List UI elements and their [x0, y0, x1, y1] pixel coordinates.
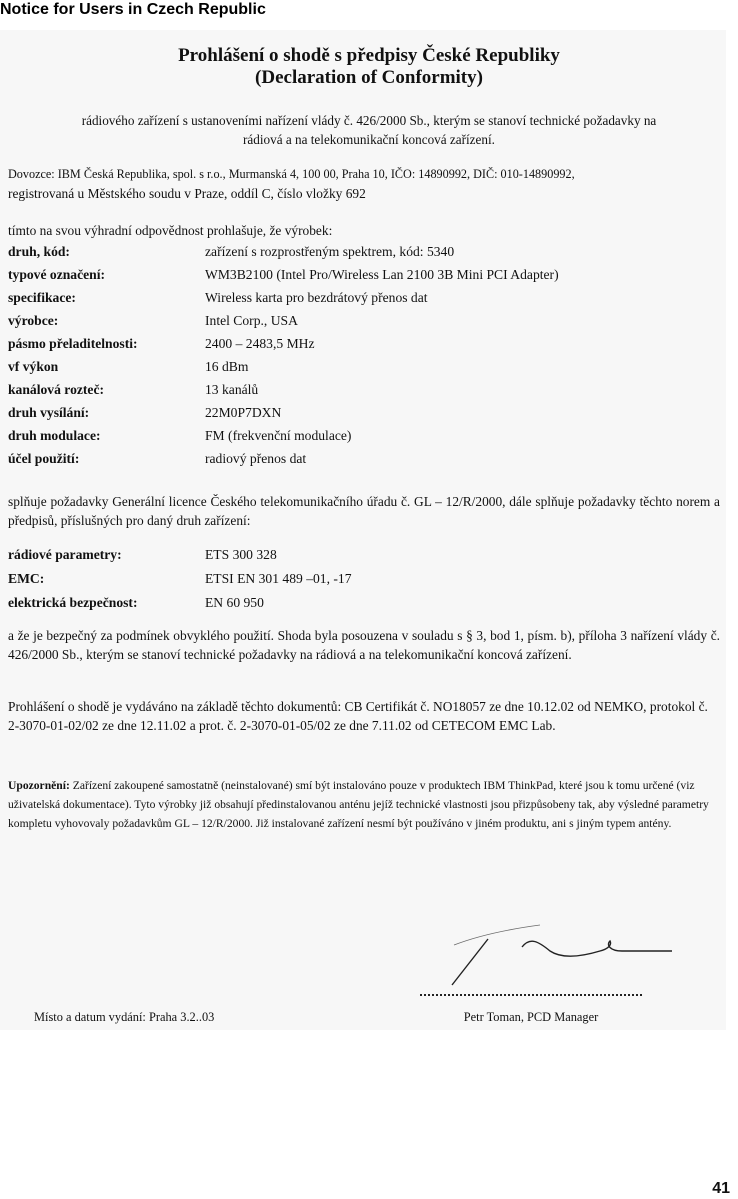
spec-row [8, 334, 720, 357]
spec-row [8, 265, 720, 288]
standard-label: EMC: [8, 571, 45, 586]
standard-row [8, 593, 720, 616]
signature-line [420, 994, 642, 996]
spec-value: zařízení s rozprostřeným spektrem, kód: 5340 [205, 244, 455, 259]
documents-paragraph: Prohlášení o shodě je vydáváno na základě těchto dokumentů: CB Certifikát č. NO18057 ze dne 10.12.02 od NEMKO, protokol č. 2-3070-01-02/02 ze dne 12.11.02 a prot. č. 2-3070-01-05/02 ze dne 7.11.02 od CETECOM EMC Lab. [8, 699, 708, 733]
spec-value: 22M0P7DXN [205, 405, 282, 420]
notice-text: Zařízení zakoupené samostatně (neinstalované) smí být instalováno pouze v produktech IBM ThinkPad, které jsou k tomu určené (viz uživatelská dokumentace). Tyto výrobky již obsahují předinstalovanou anténu jejíž technické vlastnosti jsou přizpůsobeny tak, aby výsledné parametry kompletu vyhovovaly požadavkům GL – 12/R/2000. Již instalované zařízení nesmí být používáno v jiném produktu, ani s jiným typem antény. [8, 779, 709, 830]
page-number: 41 [712, 1180, 730, 1197]
spec-label: účel použití: [8, 451, 80, 466]
spec-row [8, 426, 720, 449]
spec-row [8, 357, 720, 380]
page-heading: Notice for Users in Czech Republic [0, 1, 266, 18]
declaration-title: Prohlášení o shodě s předpisy České Republiky [178, 45, 560, 66]
spec-value: 16 dBm [205, 359, 249, 374]
declaration-subtitle: (Declaration of Conformity) [255, 67, 483, 88]
spec-value: radiový přenos dat [205, 451, 307, 466]
standard-value: ETS 300 328 [205, 547, 277, 562]
notice-label: Upozornění: [8, 779, 70, 792]
standard-row [8, 569, 720, 592]
importer-line-2: registrovaná u Městského soudu v Praze, oddíl C, číslo vložky 692 [8, 186, 366, 201]
intro-line-2: rádiová a na telekomunikační koncová zařízení. [243, 132, 495, 147]
spec-row [8, 380, 720, 403]
standard-label: rádiové parametry: [8, 547, 122, 562]
signer-name: Petr Toman, PCD Manager [463, 1010, 599, 1024]
spec-label: druh modulace: [8, 428, 101, 443]
spec-row [8, 242, 720, 265]
spec-row [8, 288, 720, 311]
intro-line-1: rádiového zařízení s ustanoveními nařízení vlády č. 426/2000 Sb., kterým se stanoví technické požadavky na [81, 113, 657, 128]
notice-paragraph [8, 776, 718, 833]
spec-label: pásmo přeladitelnosti: [8, 336, 138, 351]
spec-value: 13 kanálů [205, 382, 259, 397]
signature-image [440, 905, 680, 995]
spec-row [8, 449, 720, 472]
spec-row [8, 403, 720, 426]
spec-label: výrobce: [8, 313, 59, 328]
standard-value: ETSI EN 301 489 –01, -17 [205, 571, 352, 586]
spec-label: druh, kód: [8, 244, 70, 259]
spec-label: specifikace: [8, 290, 76, 305]
spec-value: 2400 – 2483,5 MHz [205, 336, 315, 351]
spec-label: druh vysílání: [8, 405, 90, 420]
safety-paragraph: a že je bezpečný za podmínek obvyklého použití. Shoda byla posouzena v souladu s § 3, bod 1, písm. b), příloha 3 nařízení vlády č. 426/2000 Sb., kterým se stanoví technické požadavky na rádiová a na telekomunikační koncová zařízení. [8, 628, 720, 662]
standard-value: EN 60 950 [205, 595, 264, 610]
spec-label: typové označení: [8, 267, 106, 282]
standard-label: elektrická bezpečnost: [8, 595, 138, 610]
responsibility-statement: tímto na svou výhradní odpovědnost prohlašuje, že výrobek: [8, 223, 333, 238]
license-paragraph: splňuje požadavky Generální licence Českého telekomunikačního úřadu č. GL – 12/R/2000, dále splňuje požadavky těchto norem a předpisů, příslušných pro daný druh zařízení: [8, 494, 720, 528]
spec-value: FM (frekvenční modulace) [205, 428, 352, 443]
spec-value: WM3B2100 (Intel Pro/Wireless Lan 2100 3B Mini PCI Adapter) [205, 267, 559, 282]
place-date: Místo a datum vydání: Praha 3.2..03 [34, 1010, 215, 1024]
spec-label: kanálová rozteč: [8, 382, 105, 397]
importer-line-1: Dovozce: IBM Česká Republika, spol. s r.o., Murmanská 4, 100 00, Praha 10, IČO: 14890992, DIČ: 010-14890992, [8, 167, 575, 181]
standard-row [8, 545, 720, 568]
spec-value: Wireless karta pro bezdrátový přenos dat [205, 290, 428, 305]
spec-row [8, 311, 720, 334]
spec-value: Intel Corp., USA [205, 313, 298, 328]
spec-label: vf výkon [8, 359, 59, 374]
